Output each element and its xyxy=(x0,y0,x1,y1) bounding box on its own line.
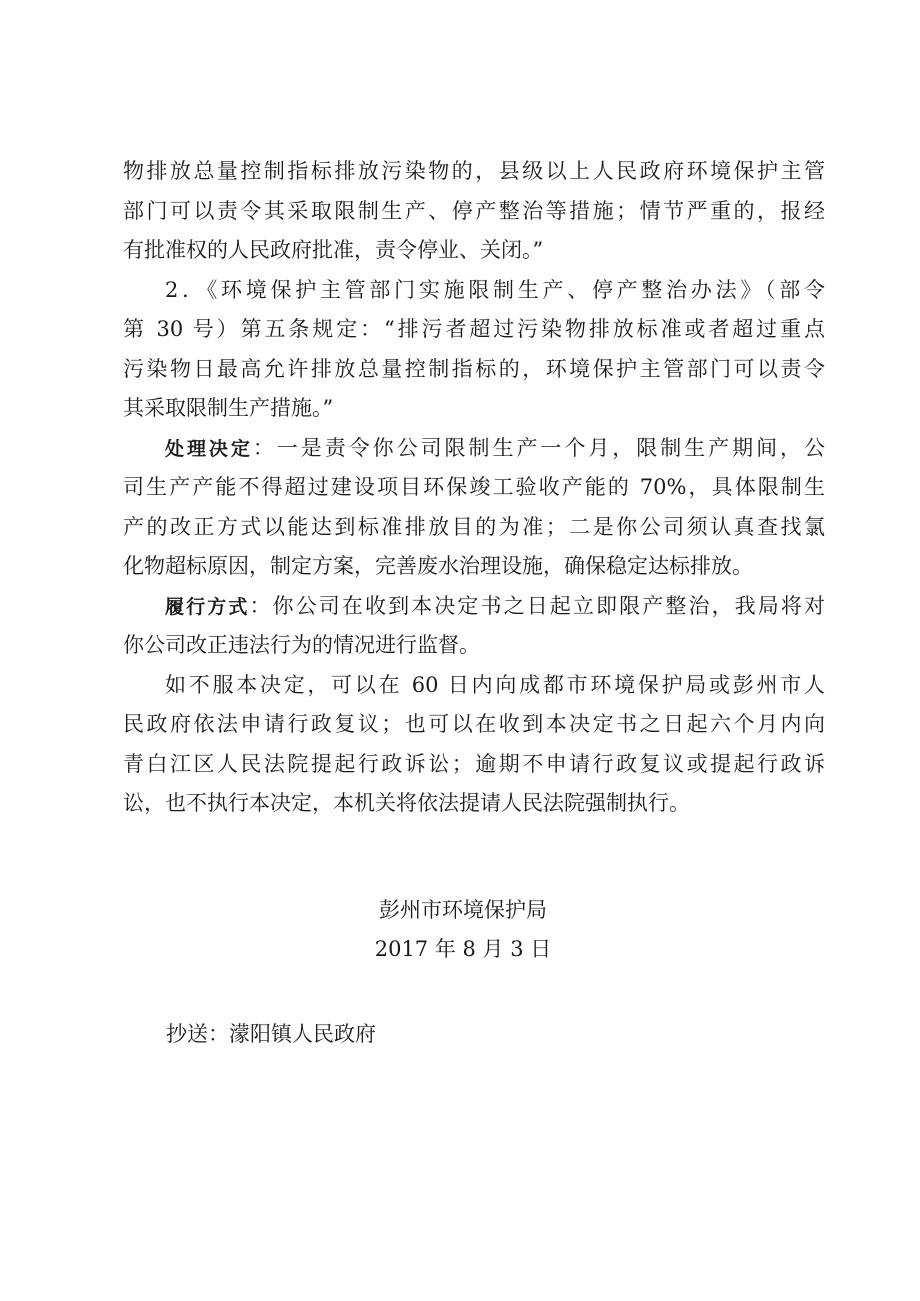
text-line: 有批准权的人民政府批准，责令停业、关闭。” xyxy=(123,238,544,262)
paragraph-decision xyxy=(123,429,825,587)
paragraph-performance xyxy=(123,587,825,666)
text-line: 青白江区人民法院提起行政诉讼；逾期不申请行政复议或提起行政诉 xyxy=(123,751,825,776)
text-line: 第 30 号）第五条规定：“排污者超过污染物排放标准或者超过重点 xyxy=(123,317,825,341)
text-line: 物排放总量控制指标排放污染物的，县级以上人民政府环境保护主管 xyxy=(123,159,825,183)
paragraph-legal-basis-continued xyxy=(123,152,825,271)
text-line: 产的改正方式以能达到标准排放目的为准；二是你公司须认真查找氯 xyxy=(123,514,825,539)
text-line: 如不服本决定，可以在 60 日内向成都市环境保护局或彭州市人 xyxy=(165,672,825,697)
performance-text: ：你公司在收到本决定书之日起立即限产整治，我局将对 xyxy=(249,593,825,618)
text-line: 污染物日最高允许排放总量控制指标的，环境保护主管部门可以责令 xyxy=(123,356,825,381)
text-line xyxy=(123,429,825,469)
text-line: 其采取限制生产措施。” xyxy=(123,396,334,420)
decision-text: ：一是责令你公司限制生产一个月，限制生产期间，公 xyxy=(252,435,825,460)
paragraph-appeal xyxy=(123,666,825,824)
paragraph-legal-basis-2 xyxy=(123,271,825,429)
text-line: 民政府依法申请行政复议；也可以在收到本决定书之日起六个月内向 xyxy=(123,712,825,736)
signature-date: 2017 年 8 月 3 日 xyxy=(374,937,552,961)
text-line: 讼，也不执行本决定，本机关将依法提请人民法院强制执行。 xyxy=(123,791,690,815)
text-line: 部门可以责令其采取限制生产、停产整治等措施；情节严重的，报经 xyxy=(123,198,825,223)
decision-label: 处理决定 xyxy=(165,437,253,460)
signature-organization: 彭州市环境保护局 xyxy=(379,898,547,922)
text-line: 你公司改正违法行为的情况进行监督。 xyxy=(123,633,480,657)
document-body xyxy=(123,152,825,824)
cc-recipients: 抄送：濛阳镇人民政府 xyxy=(166,1022,376,1046)
text-line: 2．《环境保护主管部门实施限制生产、停产整治办法》（部令 xyxy=(165,277,825,302)
text-line: 司生产产能不得超过建设项目环保竣工验收产能的 70%，具体限制生 xyxy=(123,475,825,499)
text-line: 化物超标原因，制定方案，完善废水治理设施，确保稳定达标排放。 xyxy=(123,554,753,578)
performance-label: 履行方式 xyxy=(165,595,250,618)
text-line xyxy=(123,587,825,627)
